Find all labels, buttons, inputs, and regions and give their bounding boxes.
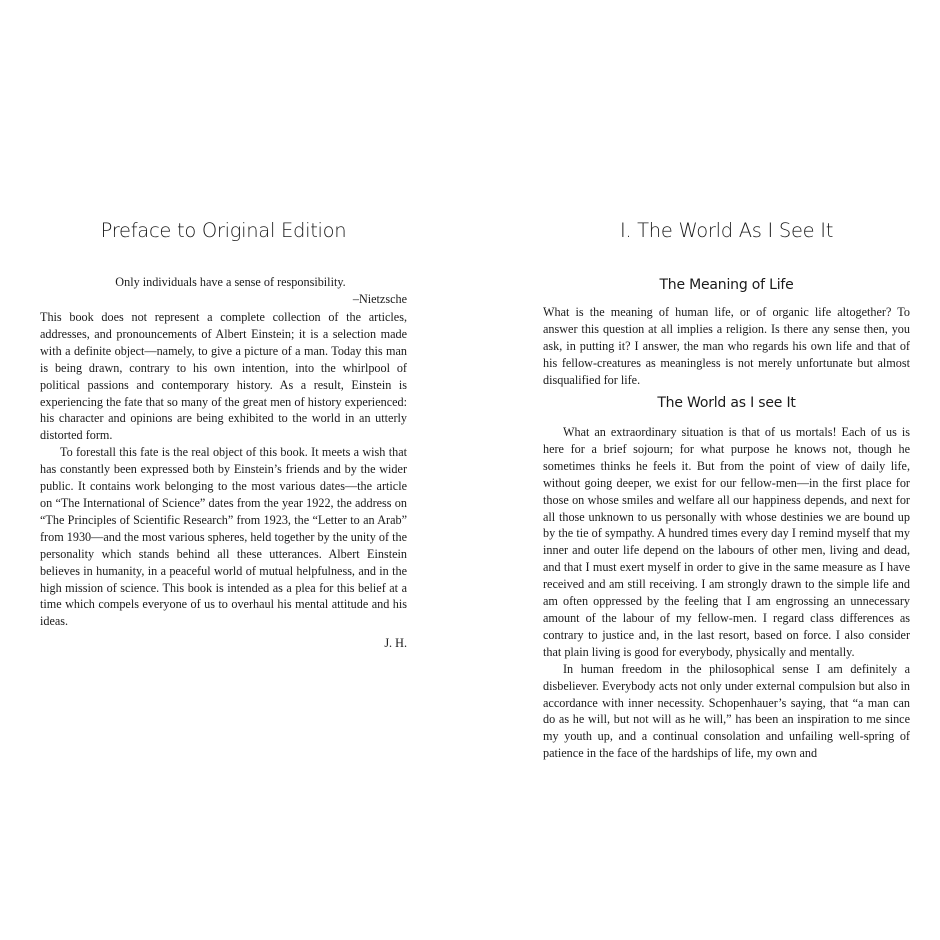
paragraph: This book does not represent a complete collection of the articles, addresses, and pronouncements of Albert Einstein; it is a selection made with a definite object—namely, to give a picture of a man. Today this man is being drawn, contrary to his own intention, into the whirlpool of political passions and contemporary history. As a result, Einstein is experiencing the fate that so many of the great men of history experienced: his character and opinions are being exhibited to the world in an utterly distorted form.: [40, 310, 407, 443]
paragraph: What is the meaning of human life, or of organic life altogether? To answer this question at all implies a religion. Is there any sense then, you ask, in putting it? I answer, the man who regards his own life and that of his fellow-creatures as meaningless is not merely unfortunate but almost disqualified for life.: [543, 305, 910, 387]
section-body: [543, 424, 910, 762]
paragraph: What an extraordinary situation is that of us mortals! Each of us is here for a brief sojourn; for what purpose he knows not, though he sometimes thinks he feels it. But from the point of view of daily life, without going deeper, we exist for our fellow-men—in the first place for those on whose smiles and welfare all our happiness depends, and next for all those unknown to us personally with whose destinies we are bound up by the tie of sympathy. A hundred times every day I remind myself that my inner and outer life depend on the labours of other men, living and dead, and that I must exert myself in order to give in the same measure as I have received and am still receiving. I am strongly drawn to the simple life and am often oppressed by the feeling that I am engrossing an unnecessary amount of the labour of my fellow-men. I regard class differences as contrary to justice and, in the last resort, based on force. I also consider that plain living is good for everybody, physically and mentally.: [543, 425, 910, 659]
epigraph-quote: Only individuals have a sense of responsibility.: [115, 275, 346, 289]
epigraph-attribution: –Nietzsche: [352, 291, 407, 306]
section-heading: The World as I see It: [657, 395, 796, 411]
paragraph: In human freedom in the philosophical sense I am definitely a disbeliever. Everybody acts not only under external compulsion but also in accordance with inner necessity. Schopenhauer’s saying, that “a man can do as he will, but not will as he will,” has been an inspiration to me since my youth up, and a continual consolation and unfailing well-spring of patience in the face of the hardships of life, my own and: [543, 661, 910, 761]
section-heading: The Meaning of Life: [659, 277, 794, 293]
signature: J. H.: [384, 636, 407, 650]
paragraph: To forestall this fate is the real object of this book. It meets a wish that has constantly been expressed both by Einstein’s friends and by the wider public. It contains work belonging to the most various dates—the article on “The International of Science” dates from the year 1922, the address on “The Principles of Scientific Research” from 1923, the “Letter to an Arab” from 1930—and the most various spheres, held together by the unity of the personality which stands behind all these utterances. Albert Einstein believes in humanity, in a peaceful world of mutual helpfulness, and in the high mission of science. This book is intended as a plea for this belief at a time which compels everyone of us to overhaul his mental attitude and his ideas.: [40, 445, 407, 629]
preface-body: [40, 309, 407, 630]
epigraph: [40, 274, 407, 308]
chapter-title: I. The World As I See It: [619, 219, 834, 242]
page-title: Preface to Original Edition: [100, 219, 347, 242]
section-body: [543, 304, 910, 389]
